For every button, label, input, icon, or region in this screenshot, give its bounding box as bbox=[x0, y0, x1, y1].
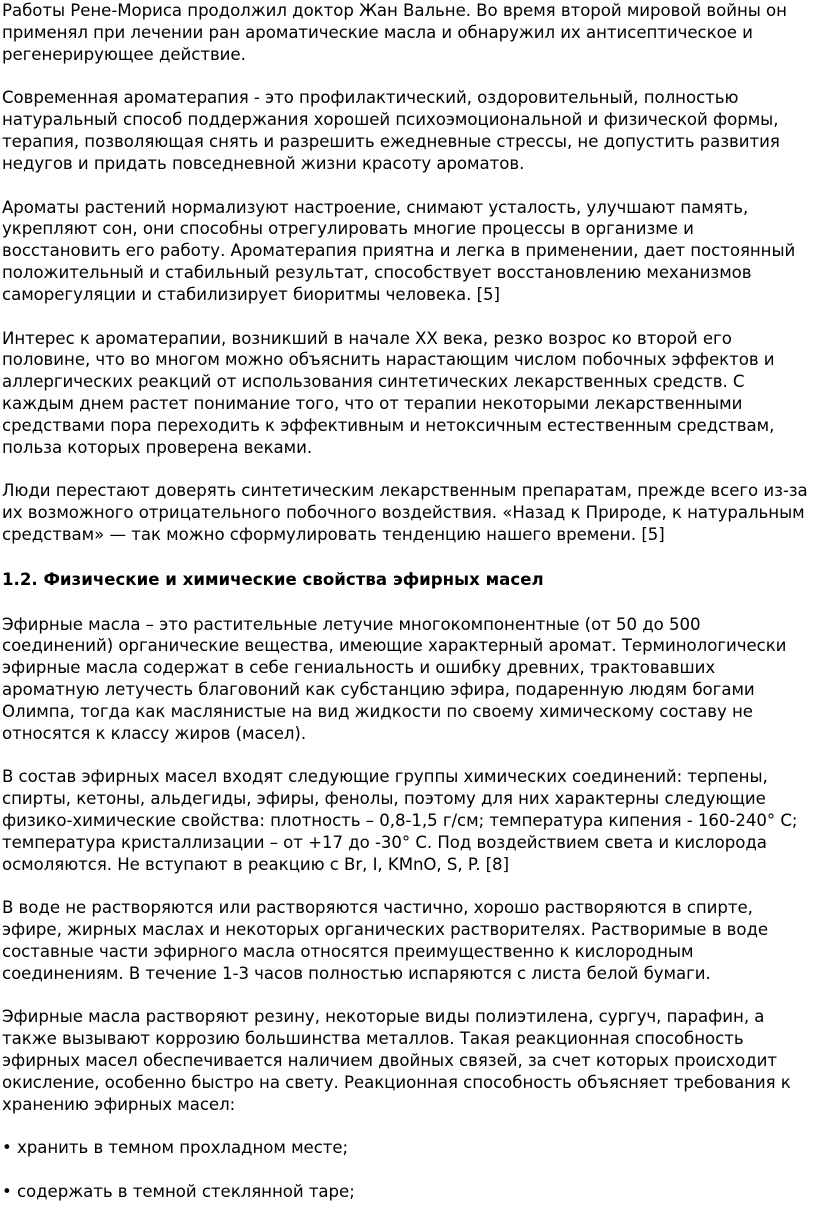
paragraph-reactivity: Эфирные масла растворяют резину, некоторые виды полиэтилена, сургуч, парафин, а также вызывают коррозию большинства металлов. Такая реакционная способность эфирных масел обеспечивается наличием двойных связей, за счет которых происходит окисление, особенно быстро на свету. Реакционная способность объясняет требования к хранению эфирных масел: bbox=[2, 1007, 791, 1114]
paragraph-gap bbox=[2, 175, 812, 197]
paragraph-gap bbox=[2, 65, 812, 87]
paragraph-gap bbox=[2, 591, 812, 614]
paragraph-plant-aromas: Ароматы растений нормализуют настроение, снимают усталость, улучшают память, укрепляют сон, они способны отрегулировать многие процессы в организме и восстановить его работу. Ароматерапия приятна и легка в применении, дает постоянный положительный и стабильный результат, способствует восстановлению механизмов саморегуляции и стабилизирует биоритмы человека. [5] bbox=[2, 197, 796, 304]
paragraph-gap bbox=[2, 458, 812, 480]
paragraph-back-to-nature: Люди перестают доверять синтетическим лекарственным препаратам, прежде всего из-за их возможного отрицательного побочного воздействия. «Назад к Природе, к натуральным средствам» — так можно сформулировать тенденцию нашего времени. [5] bbox=[2, 481, 808, 544]
paragraph-gap bbox=[2, 546, 812, 569]
paragraph-valnet: Работы Рене-Мориса продолжил доктор Жан Вальне. Во время второй мировой войны он применял при лечении ран ароматические масла и обнаружил их антисептическое и регенерирующее действие. bbox=[2, 1, 787, 64]
paragraph-essential-oils-definition: Эфирные масла – это растительные летучие многокомпонентные (от 50 до 500 соединений) органические вещества, имеющие характерный аромат. Терминологически эфирные масла содержат в себе гениальность и ошибку древних, трактовавших ароматную летучесть благовоний как субстанцию эфира, подаренную людям богами Олимпа, тогда как маслянистые на вид жидкости по своему химическому составу не относятся к классу жиров (масел). bbox=[2, 614, 787, 743]
paragraph-gap bbox=[2, 1159, 812, 1181]
paragraph-gap bbox=[2, 306, 812, 328]
paragraph-chemical-composition: В состав эфирных масел входят следующие группы химических соединений: терпены, спирты, кетоны, альдегиды, эфиры, фенолы, поэтому для них характерны следующие физико-химические свойства: плотность – 0,8-1,5 г/см; температура кипения - 160-240° С; температура кристаллизации – от +17 до -30° С. Под воздействием света и кислорода осмоляются. Не вступают в реакцию с Br, I, KMnO, S, P. [8] bbox=[2, 767, 798, 874]
paragraph-gap bbox=[2, 1115, 812, 1137]
bullet-item: • содержать в темной стеклянной таре; bbox=[2, 1182, 355, 1202]
document-page bbox=[2, 0, 812, 1203]
paragraph-gap bbox=[2, 744, 812, 766]
paragraph-modern-aromatherapy: Современная ароматерапия - это профилактический, оздоровительный, полностью натуральный способ поддержания хорошей психоэмоциональной и физической формы, терапия, позволяющая снять и разрешить ежедневные стрессы, не допустить развития недугов и придать повседневной жизни красоту ароматов. bbox=[2, 88, 780, 173]
paragraph-gap bbox=[2, 875, 812, 897]
bullet-item: • хранить в темном прохладном месте; bbox=[2, 1138, 349, 1158]
paragraph-interest: Интерес к ароматерапии, возникший в начале XX века, резко возрос ко второй его половине, что во многом можно объяснить нарастающим числом побочных эффектов и аллергических реакций от использования синтетических лекарственных средств. С каждым днем растет понимание того, что от терапии некоторыми лекарственными средствами пора переходить к эффективным и нетоксичным естественным средствам, польза которых проверена веками. bbox=[2, 328, 775, 457]
paragraph-solubility: В воде не растворяются или растворяются частично, хорошо растворяются в спирте, эфире, жирных маслах и некоторых органических растворителях. Растворимые в воде составные части эфирного масла относятся преимущественно к кислородным соединениям. В течение 1-3 часов полностью испаряются с листа белой бумаги. bbox=[2, 898, 769, 983]
section-heading: 1.2. Физические и химические свойства эфирных масел bbox=[2, 569, 544, 589]
paragraph-gap bbox=[2, 984, 812, 1006]
